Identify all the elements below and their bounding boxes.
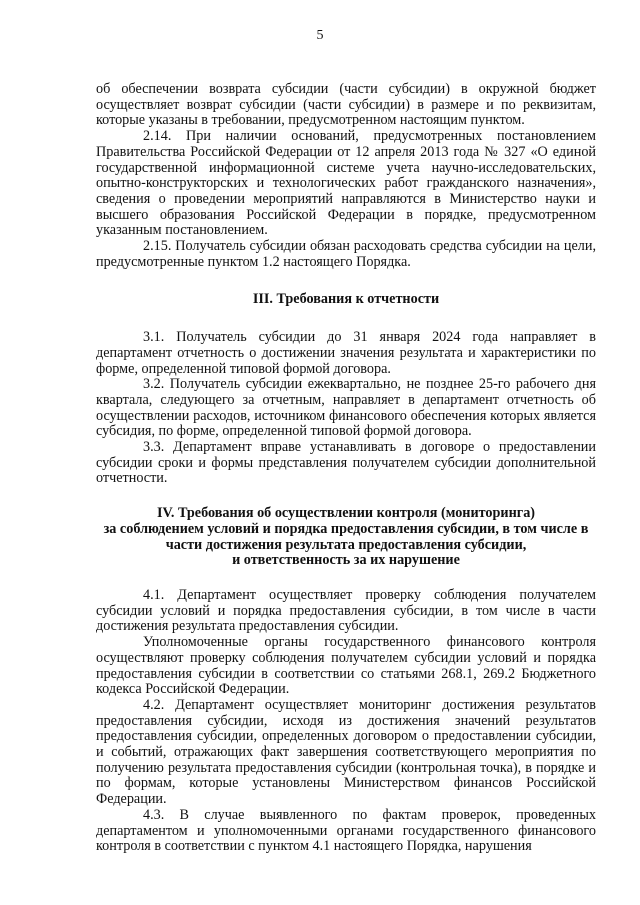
section-4-heading-line: и ответственность за их нарушение [232, 552, 460, 569]
paragraph-4-2: 4.2. Департамент осуществляет мониторинг достижения результатов предоставления субсидии, исходя из достижения значений результатов предоставления субсидии, определенных договором о предоставлении субсидии, и событий, отражающих факт завершения соответствующего мероприятия по получению результата предоставления субсидии (контрольная точка), в порядке и по формам, которые установлены Министерством финансов Российской Федерации. [96, 696, 596, 808]
section-4-heading-line: IV. Требования об осуществлении контроля (мониторинга) [156, 505, 536, 522]
paragraph-2-15: 2.15. Получатель субсидии обязан расходовать средства субсидии на цели, предусмотренные пунктом 1.2 настоящего Порядка. [96, 238, 596, 270]
document-body [96, 82, 596, 855]
section-3-heading: III. Требования к отчетности [252, 291, 440, 308]
section-4-heading [96, 506, 596, 569]
section-4-heading-line: части достижения результата предоставления субсидии, [165, 536, 527, 553]
paragraph-continuation: об обеспечении возврата субсидии (части субсидии) в окружной бюджет осуществляет возврат субсидии (части субсидии) в размере и по реквизитам, которые указаны в требовании, предусмотренном настоящим пунктом. [96, 81, 596, 129]
paragraph-3-1: 3.1. Получатель субсидии до 31 января 2024 года направляет в департамент отчетность о достижении значения результата и характеристики по форме, определенной типовой формой договора. [96, 329, 596, 377]
section-4-heading-line: за соблюдением условий и порядка предоставления субсидии, в том числе в [103, 520, 589, 537]
paragraph-3-3: 3.3. Департамент вправе устанавливать в договоре о предоставлении субсидии сроки и формы представления получателем субсидии дополнительной отчетности. [96, 439, 596, 487]
paragraph-4-1-authorized-bodies: Уполномоченные органы государственного финансового контроля осуществляют проверку соблюдения получателем субсидии условий и порядка предоставления субсидии в соответствии со статьями 268.1, 269.2 Бюджетного кодекса Российской Федерации. [96, 634, 596, 698]
paragraph-3-2: 3.2. Получатель субсидии ежеквартально, не позднее 25-го рабочего дня квартала, следующего за отчетным, направляет в департамент отчетность об осуществлении расходов, источником финансового обеспечения которых является субсидия, по форме, определенной типовой формой договора. [96, 376, 596, 440]
page-number: 5 [316, 28, 324, 43]
paragraph-4-1: 4.1. Департамент осуществляет проверку соблюдения получателем субсидии условий и порядка предоставления субсидии, в том числе в части достижения результата предоставления субсидии. [96, 586, 596, 635]
paragraph-2-14: 2.14. При наличии оснований, предусмотренных постановлением Правительства Российской Федерации от 12 апреля 2013 года № 327 «О единой государственной информационной системе учета научно-исследовательских, опытно-конструкторских и технологических работ гражданского назначения», сведения о проведении мероприятий направляются в Министерство науки и высшего образования Российской Федерации в порядке, предусмотренном указанным постановлением. [96, 128, 596, 239]
paragraph-4-3: 4.3. В случае выявленного по фактам проверок, проведенных департаментом и уполномоченными органами государственного финансового контроля в соответствии с пунктом 4.1 настоящего Порядка, нарушения [96, 806, 596, 855]
